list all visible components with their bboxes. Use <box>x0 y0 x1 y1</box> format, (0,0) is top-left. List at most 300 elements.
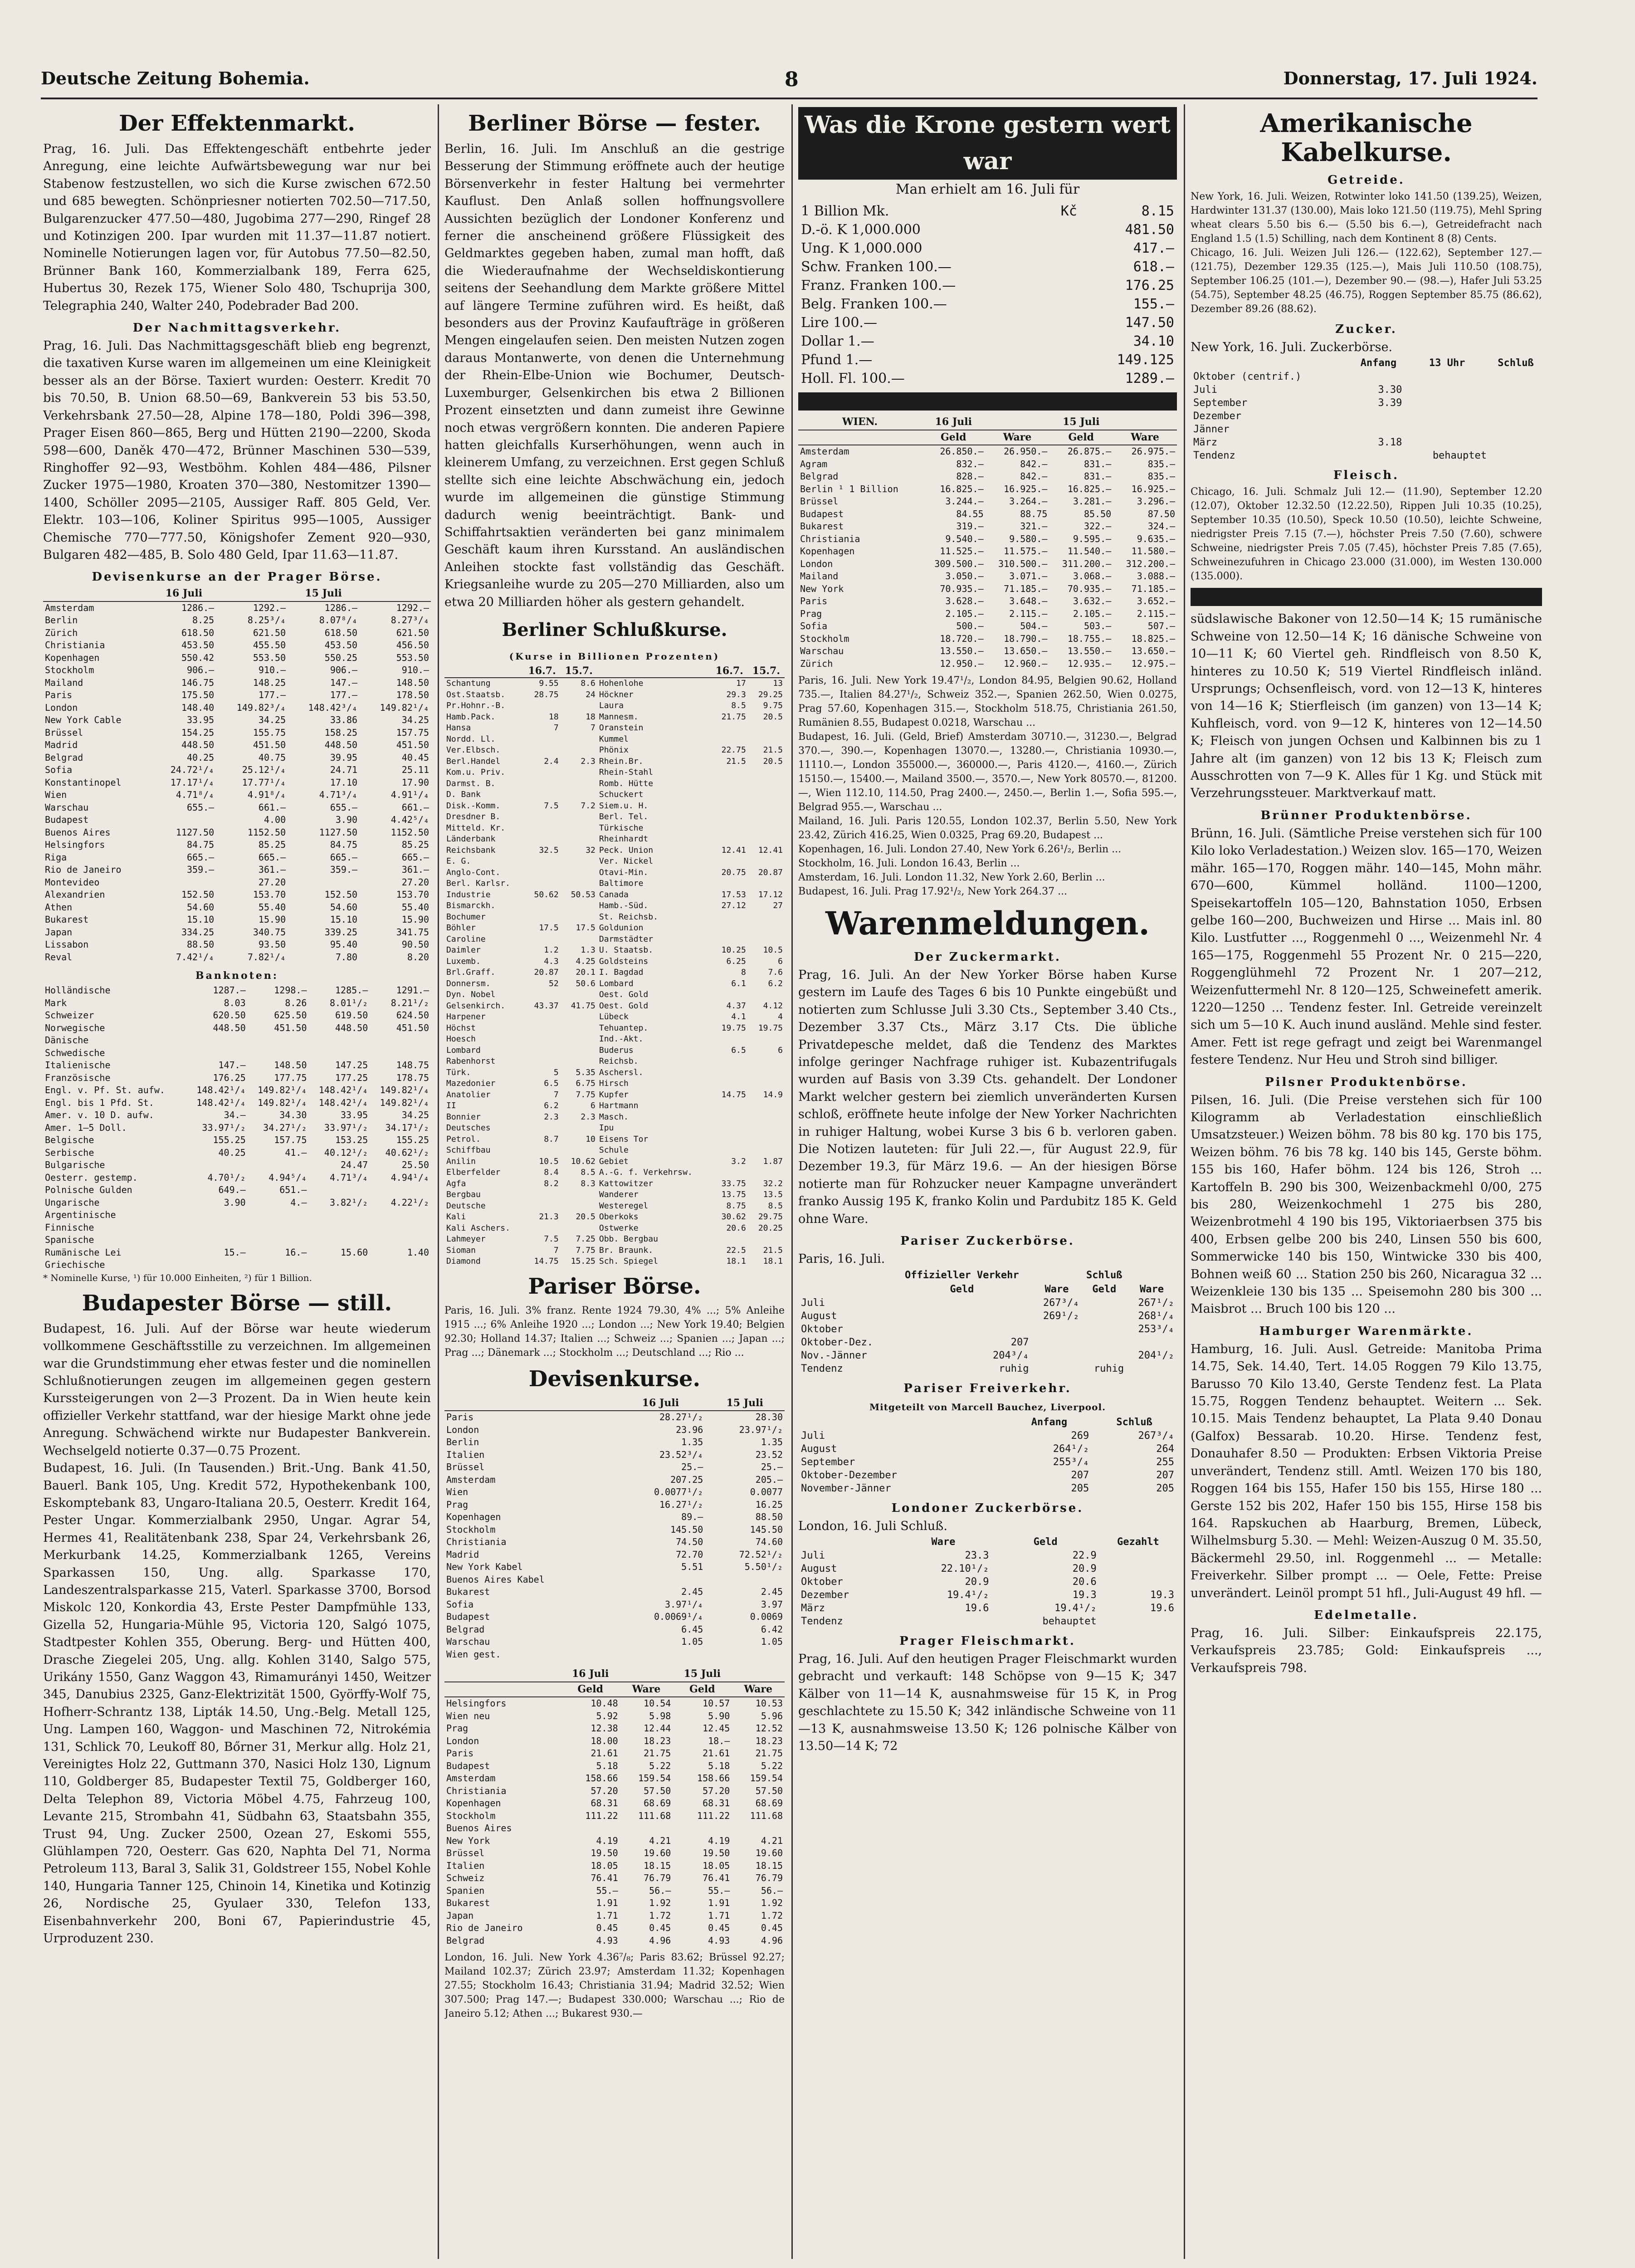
table-cell <box>711 811 748 823</box>
table-cell: Pr.Hohnr.-B. <box>446 701 506 711</box>
table-cell: 8.5 <box>731 701 746 711</box>
table-cell <box>620 1822 673 1835</box>
table-cell: Kopenhagen <box>446 1511 501 1523</box>
table-cell: 15.10 <box>330 914 358 925</box>
table-cell: 8.26 <box>285 997 307 1008</box>
table-cell: 4.— <box>290 1197 307 1208</box>
table-cell: Finnische <box>45 1222 94 1233</box>
table-header-cell <box>798 1415 1007 1429</box>
table-cell: Sofia <box>800 621 828 631</box>
table-cell <box>1032 1349 1082 1362</box>
table-cell: 25.12¹/₄ <box>242 764 286 776</box>
paris-zucker-table <box>798 1268 1177 1375</box>
table-cell: Belgrad <box>800 471 839 482</box>
table-row <box>798 520 1177 533</box>
table-row <box>43 614 431 627</box>
table-cell: 158.25 <box>324 727 358 738</box>
table-row <box>43 627 431 640</box>
table-cell <box>1046 369 1079 388</box>
table-cell: 5.96 <box>761 1710 783 1721</box>
table-cell: Französische <box>45 1072 111 1083</box>
table-cell: 70.935.— <box>940 583 984 594</box>
table-row <box>43 1034 431 1047</box>
table-cell: 147.— <box>330 677 358 688</box>
table-cell <box>248 1234 309 1246</box>
table-cell: 13.550.— <box>1067 645 1112 656</box>
table-header-cell: 16 Juli <box>152 587 216 601</box>
table-cell: 157.75 <box>274 1134 307 1146</box>
table-cell <box>186 1234 248 1246</box>
table-cell: 456.50 <box>396 640 429 651</box>
table-cell: Brl.Graff. <box>446 968 496 978</box>
table-cell <box>711 1078 748 1090</box>
table-cell <box>748 1056 785 1067</box>
table-row <box>798 369 1177 388</box>
table-cell: 309.500.— <box>934 558 984 569</box>
table-cell: Christiania <box>446 1536 507 1548</box>
table-cell <box>1032 1362 1082 1375</box>
article-text: südslawische Bakoner von 12.50—14 K; 15 rumänische Schweine von 12.50—14 K; 16 dänische Schweine von 10—11 K; 60 Viertel geh. Rindfleisch von 8.50 K, hinteres zu 10.50 K; 519 Viertel Rindfleisch inländ. Ursprungs; Ochsenfleisch, vord. von 12—13 K, hinteres von 14—16 K; Stierfleisch (im ganzen) von 13—14 K; Kuhfleisch, vord. von 9—12 K, hinteres von 12—14.50 K; Fleisch von jungen Ochsen und Kalbinnen bis zu 1 Jahre alt (im ganzen) von 12 bis 13 K; Fleisch zum Ausschrotten von 7—9 K. Alles für 1 Kg. und Stück mit Verzehrungssteuer. Marktverkauf matt. <box>1191 612 1542 801</box>
table-cell: 33.97¹/₂ <box>324 1122 368 1133</box>
table-row <box>444 856 785 867</box>
table-row <box>798 595 1177 608</box>
table-cell: 149.82¹/₄ <box>258 1085 307 1096</box>
table-cell: 93.50 <box>258 939 286 950</box>
table-cell: 6.2 <box>768 978 783 988</box>
table-cell <box>711 923 748 934</box>
table-cell <box>248 1159 309 1172</box>
table-header-cell <box>1113 415 1177 430</box>
table-cell: 88.75 <box>1020 508 1048 519</box>
table-cell: Goldunion <box>599 923 644 933</box>
article-text: Paris, 16. Juli. 3% franz. Rente 1924 79.30, 4% ...; 5% Anleihe 1915 ...; 6% Anleihe 1920 ...; London ...; New York 19.40; Belgien 92.30; Holland 14.37; Italien ...; Schweiz ...; Spanien ...; Japan ...; Prag ...; Dänemark ...; Stockholm ...; Deutschland ...; Rio ... <box>444 1305 785 1359</box>
table-cell <box>370 1222 431 1234</box>
table-cell: 7.25 <box>576 1234 595 1244</box>
column-rule <box>1184 104 1185 2259</box>
table-row <box>798 608 1177 621</box>
table-cell: 18.23 <box>755 1735 783 1746</box>
table-cell: 3.068.— <box>1073 571 1112 582</box>
table-cell: 1.05 <box>761 1636 783 1647</box>
table-cell <box>370 1047 431 1060</box>
table-cell: 55.— <box>596 1885 618 1896</box>
table-cell: 149.82¹/₄ <box>380 702 429 713</box>
table-cell: 54.60 <box>186 901 215 913</box>
section-heading: Berliner Schlußkurse. <box>502 619 727 640</box>
table-cell <box>748 912 785 923</box>
table-cell: Mitteld. Kr. <box>446 823 506 833</box>
table-cell: Prag <box>446 1499 469 1510</box>
table-cell: 207 <box>1010 1336 1029 1348</box>
table-cell <box>561 856 597 867</box>
krone-subline: Man erhielt am 16. Juli für <box>895 181 1080 197</box>
table-cell <box>370 1184 431 1197</box>
table-cell: Holl. Fl. 100.— <box>801 371 905 386</box>
section-heading: Der Effektenmarkt. <box>119 111 355 136</box>
table-row <box>444 1145 785 1156</box>
table-cell <box>561 834 597 845</box>
table-row <box>43 1159 431 1172</box>
table-cell: 6 <box>778 1045 783 1055</box>
article-text: New York, 16. Juli. Zuckerbörse. <box>1191 340 1393 354</box>
table-cell: 71.185.— <box>1004 583 1048 594</box>
table-cell: 6 <box>591 1101 595 1111</box>
table-row <box>444 1078 785 1090</box>
table-cell <box>711 989 748 1001</box>
table-cell: 40.25 <box>218 1147 246 1158</box>
table-cell: Warschau <box>800 645 844 656</box>
table-cell: Oest. Gold <box>599 990 649 1000</box>
table-row <box>43 876 431 889</box>
table-cell: 15.— <box>224 1246 246 1258</box>
table-cell: 5.90 <box>708 1710 730 1721</box>
table-header-cell: Gezahlt <box>1117 1536 1159 1548</box>
table-cell: 3.30 <box>1378 384 1402 396</box>
table-cell: Kopenhagen <box>800 546 855 557</box>
table-cell: 12.975.— <box>1131 658 1175 669</box>
table-row <box>444 1090 785 1101</box>
table-cell: 3.281.— <box>1073 496 1112 507</box>
table-cell: Berl.Handel <box>446 756 501 766</box>
table-cell: Bukarest <box>800 521 844 532</box>
table-cell: 3.296.— <box>1137 496 1175 507</box>
table-cell: Romb. Hütte <box>599 778 654 788</box>
table-cell: 5.22 <box>761 1760 783 1771</box>
table-header-cell: 16.7. <box>711 665 748 678</box>
table-row <box>798 1482 1177 1495</box>
table-cell: 831.— <box>1083 471 1112 482</box>
table-cell <box>673 1822 732 1835</box>
table-header-cell: Offizieller Verkehr <box>904 1269 1019 1281</box>
table-cell: Brüssel <box>446 1848 485 1859</box>
table-cell: 18.755.— <box>1067 633 1112 644</box>
table-cell <box>524 1012 561 1023</box>
table-cell: Eisens Tor <box>599 1134 649 1144</box>
table-cell: 13.550.— <box>940 645 984 656</box>
table-cell: 8.6 <box>581 679 595 689</box>
table-cell: Riga <box>45 851 67 863</box>
table-cell: 39.95 <box>330 752 358 763</box>
table-cell <box>892 1310 1031 1323</box>
table-row <box>444 1056 785 1067</box>
table-cell: 148.50 <box>274 1060 307 1071</box>
table-cell: 205 <box>1071 1482 1089 1494</box>
table-cell: 1285.— <box>335 985 368 996</box>
table-row <box>1191 383 1542 396</box>
table-cell: 176.25 <box>1125 278 1174 293</box>
table-row <box>798 445 1177 458</box>
table-cell: 152.50 <box>324 889 358 900</box>
table-row <box>798 239 1177 258</box>
table-cell <box>248 1259 309 1271</box>
table-cell <box>748 1067 785 1079</box>
table-row <box>444 878 785 890</box>
table-cell: Otavi-Min. <box>599 867 649 877</box>
table-row <box>444 1486 785 1499</box>
table-row <box>43 689 431 702</box>
table-cell <box>561 700 597 712</box>
table-cell: 20.6 <box>726 1223 746 1233</box>
table-row <box>444 1112 785 1123</box>
table-cell: 5.35 <box>576 1067 595 1077</box>
table-cell: 148.42³/₄ <box>308 702 358 713</box>
table-cell: 2.115.— <box>1009 608 1048 619</box>
table-cell <box>561 989 597 1001</box>
table-cell: 1152.50 <box>247 826 286 838</box>
column-rule <box>791 104 793 2259</box>
table-row <box>444 1474 785 1486</box>
table-cell: Polnische Gulden <box>45 1184 132 1196</box>
table-row <box>444 923 785 934</box>
table-cell: 25.50 <box>401 1159 429 1171</box>
table-cell: 832.— <box>956 458 984 469</box>
table-cell: 18 <box>549 712 559 722</box>
table-cell: Berlin <box>45 615 78 626</box>
table-cell: Bergbau <box>446 1190 481 1200</box>
table-row <box>43 926 431 939</box>
table-header-cell: 16 Juli <box>616 1396 705 1411</box>
table-row <box>798 1442 1177 1456</box>
table-row <box>444 1034 785 1045</box>
table-cell: Rio de Janeiro <box>45 864 122 875</box>
table-cell: 57.20 <box>591 1785 618 1796</box>
table-row <box>798 458 1177 471</box>
table-row <box>43 664 431 677</box>
table-cell: 1127.50 <box>176 826 215 838</box>
table-cell <box>248 1209 309 1222</box>
table-header-cell: Ware <box>1140 1283 1164 1295</box>
table-cell <box>711 834 748 845</box>
table-row <box>798 658 1177 670</box>
table-cell: 16.925.— <box>1131 483 1175 494</box>
subheading: Brünner Produktenbörse. <box>1260 808 1472 822</box>
table-cell <box>1489 423 1542 436</box>
table-cell: 13.650.— <box>1004 645 1048 656</box>
subheading: Pilsner Produktenbörse. <box>1265 1075 1468 1089</box>
table-cell: 40.12¹/₂ <box>324 1147 368 1158</box>
table-cell: Daimler <box>446 945 481 955</box>
table-cell: Ostwerke <box>599 1223 639 1233</box>
table-cell: Hoesch <box>446 1034 476 1044</box>
table-header-cell <box>444 665 524 678</box>
table-row <box>798 470 1177 483</box>
table-cell: 1286.— <box>181 602 215 613</box>
table-cell: 4.42⁵/₄ <box>390 814 429 826</box>
table-cell: 910.— <box>401 665 429 676</box>
table-row <box>798 645 1177 658</box>
table-cell: 33.95 <box>186 714 215 726</box>
table-cell: Amer. 1—5 Doll. <box>45 1122 127 1133</box>
table-cell: 148.42¹/₄ <box>196 1085 246 1096</box>
table-cell: Italien <box>446 1860 485 1871</box>
table-cell: 665.— <box>330 851 358 863</box>
table-cell: Buenos Aires Kabel <box>446 1574 545 1585</box>
krone-table <box>798 202 1177 388</box>
table-cell: 1.35 <box>761 1437 783 1448</box>
table-cell <box>186 1034 248 1047</box>
table-header-cell <box>1191 356 1352 370</box>
table-row <box>444 1648 785 1661</box>
table-cell: 95.40 <box>330 939 358 950</box>
table-cell: Bochumer <box>446 912 486 922</box>
table-cell: Paris <box>446 1412 474 1423</box>
table-cell: 175.50 <box>181 689 215 701</box>
table-row <box>444 756 785 767</box>
table-row <box>444 1797 785 1810</box>
table-cell <box>561 811 597 823</box>
table-cell: Norwegische <box>45 1022 105 1033</box>
table-row <box>43 1047 431 1060</box>
article-text: Mailand, 16. Juli. Paris 120.55, London 102.37, Berlin 5.50, New York 23.42, Zürich 416.25, Wien 0.0325, Prag 69.20, Budapest ... <box>798 816 1177 841</box>
table-row <box>444 1611 785 1623</box>
table-cell: 20.1 <box>576 968 595 978</box>
table-cell: Hamb.Pack. <box>446 712 496 722</box>
table-cell: Böhler <box>446 923 476 933</box>
table-cell: 21.5 <box>726 756 746 766</box>
table-cell: 153.70 <box>396 889 429 900</box>
table-cell: Harpener <box>446 1012 486 1022</box>
table-row <box>798 332 1177 351</box>
table-cell <box>308 1259 370 1271</box>
table-cell: ruhig <box>1093 1363 1124 1374</box>
table-cell: 5.98 <box>649 1710 671 1721</box>
subheading: Hamburger Warenmärkte. <box>1259 1324 1474 1338</box>
table-row <box>798 1549 1177 1562</box>
table-cell: 18.1 <box>726 1256 746 1266</box>
table-cell: 18.15 <box>644 1860 671 1871</box>
table-cell: 19.60 <box>755 1848 783 1859</box>
table-cell: Ind.-Akt. <box>599 1034 644 1044</box>
table-cell <box>561 789 597 801</box>
divider-bar <box>798 392 1177 411</box>
table-cell <box>370 1209 431 1222</box>
table-cell: 1.3 <box>581 945 595 955</box>
subheading: Banknoten: <box>195 970 279 982</box>
article-text: Prag, 16. Juli. Das Effektengeschäft entbehrte jeder Anregung, eine leichte Aufwärtsbewegung war nur bei Stabenow festzustellen, wo sich die Kurse zwischen 672.50 und 685 bewegten. Schönpriesner notierten 702.50—717.50, Bulgarenzucker 477.50—480, Jugobima 277—290, Ringef 28 und Kotinzigen 200. Ipar wurden mit 11.37—11.87 notiert. Nominelle Notierungen lagen vor, für Autobus 77.50—82.50, Brünner Bank 160, Kommerzialbank 189, Ferra 625, Hubertus 30, Rezek 175, Wiener Solo 480, Tschuprija 300, Telegraphia 240, Walter 240, Podebrader Bad 200. <box>43 142 431 313</box>
table-cell: 18.00 <box>591 1735 618 1746</box>
table-cell: Donnersm. <box>446 978 491 988</box>
table-cell: 68.31 <box>591 1798 618 1809</box>
table-cell: 4.19 <box>708 1835 730 1846</box>
table-cell: 87.50 <box>1147 508 1175 519</box>
table-cell <box>186 1259 248 1271</box>
table-cell: 155.— <box>1133 296 1174 312</box>
table-cell: II <box>446 1101 456 1111</box>
table-row <box>444 1549 785 1561</box>
table-header-cell: Geld <box>950 1283 974 1295</box>
table-row <box>43 764 431 777</box>
table-cell <box>561 1023 597 1034</box>
table-cell: Juli <box>1193 384 1217 396</box>
table-cell: 19.75 <box>721 1023 746 1033</box>
table-cell: Buenos Aires <box>446 1823 512 1834</box>
table-row <box>798 1469 1177 1482</box>
table-cell: 89.— <box>681 1511 703 1523</box>
subheading: Edelmetalle. <box>1314 1608 1419 1622</box>
table-cell <box>524 1145 561 1156</box>
table-cell <box>561 1012 597 1023</box>
table-cell <box>1489 370 1542 383</box>
table-cell: 24.72¹/₄ <box>170 764 215 776</box>
table-cell: 359.— <box>330 864 358 875</box>
table-cell: Berl. Karlsr. <box>446 879 510 889</box>
table-cell: 341.75 <box>396 926 429 938</box>
table-cell: 23.52 <box>755 1449 783 1460</box>
table-cell: Nov.-Jänner <box>801 1349 867 1361</box>
table-cell <box>524 789 561 801</box>
table-header-cell: Ware <box>1044 1283 1069 1295</box>
table-cell: Anglo-Cont. <box>446 867 501 877</box>
table-cell: 2.3 <box>581 1112 595 1122</box>
table-cell: 17.12 <box>758 890 783 899</box>
table-cell <box>561 867 597 879</box>
table-cell: August <box>801 1563 837 1574</box>
table-cell: 12.45 <box>703 1723 730 1734</box>
table-cell: 70.935.— <box>1067 583 1112 594</box>
table-cell <box>748 778 785 790</box>
table-cell: Budapest <box>800 508 844 519</box>
table-cell: 15.90 <box>258 914 286 925</box>
table-cell <box>1352 423 1405 436</box>
table-cell: Brüssel <box>45 727 83 738</box>
table-row <box>444 1134 785 1145</box>
table-cell: Lahmeyer <box>446 1234 486 1244</box>
table-cell: St. Reichsb. <box>599 912 658 922</box>
table-cell: 4 <box>778 1012 783 1022</box>
table-row <box>798 633 1177 645</box>
table-cell <box>561 745 597 756</box>
table-cell: Reichsbank <box>446 845 496 855</box>
table-cell: 359.— <box>186 864 215 875</box>
table-cell: 2.4 <box>544 756 559 766</box>
table-row <box>444 1499 785 1511</box>
table-header-cell <box>798 1282 892 1296</box>
table-cell: London <box>446 1735 479 1746</box>
table-header-cell: 15 Juli <box>288 587 359 601</box>
table-cell: Obb. Bergbau <box>599 1234 658 1244</box>
table-cell <box>1489 449 1542 462</box>
table-cell <box>561 1045 597 1056</box>
table-cell: 906.— <box>186 665 215 676</box>
table-header-cell: Geld <box>561 1682 620 1697</box>
table-cell: 8.27³/₄ <box>390 615 429 626</box>
table-cell <box>1082 1323 1127 1336</box>
table-cell: Warschau <box>446 1636 490 1647</box>
masthead <box>41 68 1537 95</box>
table-cell: 619.50 <box>335 1010 368 1021</box>
table-cell: New York <box>446 1835 490 1846</box>
table-header-cell <box>444 1396 616 1411</box>
table-row <box>444 989 785 1001</box>
table-cell <box>1032 1336 1082 1349</box>
table-cell: Tehuantep. <box>599 1023 649 1033</box>
table-cell: 1.92 <box>761 1897 783 1909</box>
table-cell: 624.50 <box>396 1010 429 1021</box>
table-cell: 7.75 <box>576 1245 595 1255</box>
table-row <box>444 945 785 956</box>
table-cell: 831.— <box>1083 458 1112 469</box>
table-cell <box>524 856 561 867</box>
article-text: Berlin, 16. Juli. Im Anschluß an die gestrige Besserung der Stimmung eröffnete auch der heutige Börsenverkehr in fester Haltung bei vermehrter Kauflust. Den Anlaß sollen hoffnungsvollere Aussichten bezüglich der Londoner Konferenz und ferner die anscheinend größere Flüssigkeit des Geldmarktes gegeben haben, zumal man hofft, daß die Wiederaufnahme der Wechseldiskontierung seitens der Seehandlung dem Markte größere Mittel auf längere Termine zuführen wird. Es heißt, daß besonders aus der Provinz Kaufaufträge in größeren Mengen eingelaufen seien. Den meisten Nutzen zogen daraus Montanwerte, von denen die Unternehmung der Rhein-Elbe-Union wie Bochumer, Deutsch-Luxemburger, Gelsenkirchen bis etwa 2 Billionen Prozent einsetzten und dann zumeist ihre Gewinne noch etwas vergrößern konnten. Die anderen Papiere hatten gleichfalls Kurserhöhungen, wenn auch in kleinerem Umfang, zu verzeichnen. Erst gegen Schluß stellte sich eine leichte Abschwächung ein, jedoch wurde im allgemeinen die günstige Stimmung dadurch wenig beeinträchtigt. Bank- und Schiffahrtsaktien veränderten bei ganz minimalem Geschäft kaum ihren Kursstand. An ausländischen Anleihen stockte fast vollständig das Geschäft. Kriegsanleihe wurde zu 205—270 Milliarden, also um etwa 20 Milliarden höher als gestern gehandelt. <box>444 142 785 609</box>
section-heading: Berliner Börse — fester. <box>468 111 761 136</box>
table-cell: behauptet <box>1042 1615 1097 1627</box>
table-cell: 40.45 <box>401 752 429 763</box>
table-row <box>43 652 431 665</box>
table-cell: 3.82¹/₂ <box>329 1197 368 1208</box>
table-cell: 7.5 <box>544 801 559 811</box>
table-cell: 620.50 <box>213 1010 246 1021</box>
table-cell <box>1046 332 1079 351</box>
